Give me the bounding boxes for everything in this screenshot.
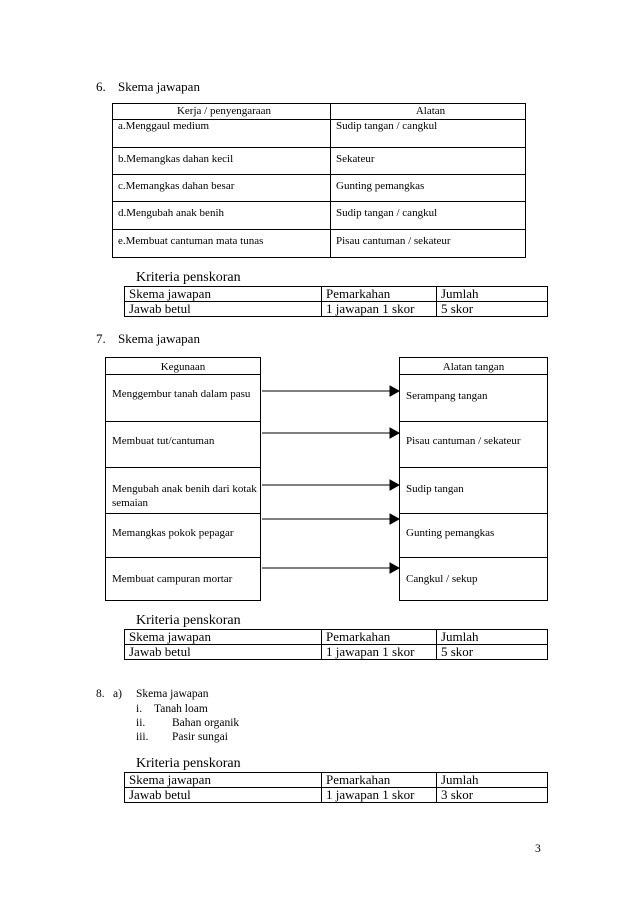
- q6-tool-cell: Sekateur: [331, 148, 526, 175]
- q7-usage-header: Kegunaan: [160, 361, 206, 373]
- q7-tool-header: Alatan tangan: [442, 361, 505, 373]
- list-item: Sudip tangan: [400, 467, 547, 513]
- criteria-total: 5 skor: [437, 645, 548, 660]
- criteria-table: [124, 629, 548, 660]
- q8-item: Bahan organik: [172, 717, 240, 729]
- criteria-header-total: Jumlah: [437, 287, 548, 302]
- q6-tool-cell: Sudip tangan / cangkul: [331, 120, 526, 148]
- criteria-total: 3 skor: [437, 788, 548, 803]
- list-item: Membuat tut/cantuman: [106, 421, 260, 467]
- q8-number: 8.: [96, 688, 105, 700]
- criteria-header-marking: Pemarkahan: [322, 630, 437, 645]
- criteria-marking: 1 jawapan 1 skor: [322, 788, 437, 803]
- criteria-answer: Jawab betul: [125, 302, 322, 317]
- arrow-head-icon: [390, 514, 399, 524]
- q6-tool-cell: Gunting pemangkas: [331, 175, 526, 202]
- q6-tool-cell: Pisau cantuman / sekateur: [331, 230, 526, 258]
- q6-title: Skema jawapan: [118, 79, 200, 94]
- page-number: 3: [535, 843, 541, 855]
- q7-number: 7.: [96, 331, 106, 346]
- list-item: Mengubah anak benih dari kotak semaian: [106, 467, 260, 513]
- criteria-table: [124, 772, 548, 803]
- q8-item-number: ii.: [136, 717, 146, 729]
- list-item: Gunting pemangkas: [400, 513, 547, 557]
- list-item: Cangkul / sekup: [400, 557, 547, 601]
- criteria-answer: Jawab betul: [125, 788, 322, 803]
- criteria-answer: Jawab betul: [125, 645, 322, 660]
- arrow-head-icon: [390, 480, 399, 490]
- q8-item: Tanah loam: [154, 703, 208, 715]
- list-item: Menggembur tanah dalam pasu: [106, 374, 260, 421]
- criteria-header-marking: Pemarkahan: [322, 287, 437, 302]
- criteria-title: Kriteria penskoran: [136, 270, 241, 285]
- criteria-marking: 1 jawapan 1 skor: [322, 302, 437, 317]
- q6-header-tool: Alatan: [331, 104, 526, 120]
- arrow-head-icon: [390, 386, 399, 396]
- q6-tool-cell: Sudip tangan / cangkul: [331, 202, 526, 230]
- q6-work-cell: d.Mengubah anak benih: [113, 202, 331, 230]
- criteria-marking: 1 jawapan 1 skor: [322, 645, 437, 660]
- q8-item-number: iii.: [136, 731, 149, 743]
- criteria-header-scheme: Skema jawapan: [125, 287, 322, 302]
- list-item: Memangkas pokok pepagar: [106, 513, 260, 557]
- list-item: Serampang tangan: [400, 374, 547, 421]
- q8-item: Pasir sungai: [172, 731, 228, 743]
- q6-work-cell: c.Memangkas dahan besar: [113, 175, 331, 202]
- q8-title: Skema jawapan: [136, 688, 209, 700]
- criteria-title: Kriteria penskoran: [136, 756, 241, 771]
- arrow-head-icon: [390, 563, 399, 573]
- criteria-title: Kriteria penskoran: [136, 613, 241, 628]
- criteria-header-scheme: Skema jawapan: [125, 630, 322, 645]
- list-item: Pisau cantuman / sekateur: [400, 421, 547, 467]
- criteria-header-total: Jumlah: [437, 630, 548, 645]
- q8-item-number: i.: [136, 703, 143, 715]
- arrow-head-icon: [390, 428, 399, 438]
- q6-header-work: Kerja / penyengaraan: [113, 104, 331, 120]
- q7-title: Skema jawapan: [118, 331, 200, 346]
- criteria-header-scheme: Skema jawapan: [125, 773, 322, 788]
- q6-number: 6.: [96, 79, 106, 94]
- q6-work-cell: a.Menggaul medium: [113, 120, 331, 148]
- q6-work-cell: b.Memangkas dahan kecil: [113, 148, 331, 175]
- criteria-header-marking: Pemarkahan: [322, 773, 437, 788]
- criteria-header-total: Jumlah: [437, 773, 548, 788]
- list-item: Membuat campuran mortar: [106, 557, 260, 601]
- criteria-total: 5 skor: [437, 302, 548, 317]
- q8-part: a): [113, 688, 122, 700]
- q6-work-cell: e.Membuat cantuman mata tunas: [113, 230, 331, 258]
